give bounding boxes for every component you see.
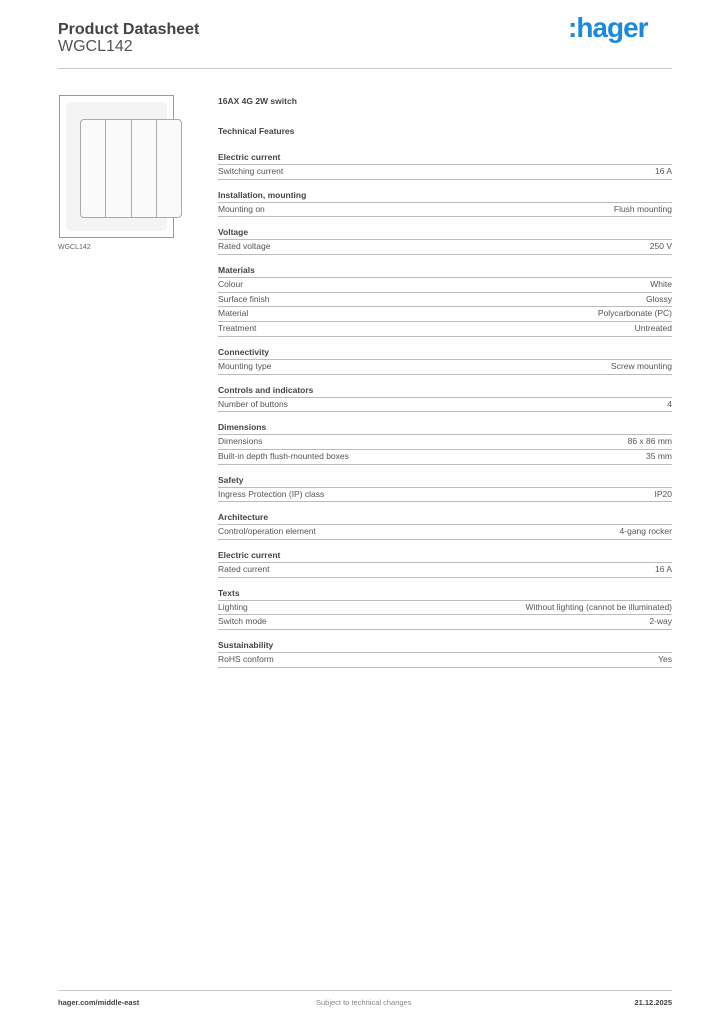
spec-value: 16 A	[654, 166, 672, 176]
spec-row	[218, 435, 672, 450]
spec-section	[218, 474, 672, 503]
spec-row	[218, 601, 672, 616]
section-heading: Safety	[218, 474, 672, 488]
spec-label: Lighting	[218, 601, 248, 612]
spec-row	[218, 653, 672, 668]
technical-features-heading: Technical Features	[218, 126, 295, 136]
spec-label: Mounting type	[218, 360, 272, 371]
spec-label: Colour	[218, 279, 244, 290]
spec-label: Number of buttons	[218, 398, 288, 409]
spec-value: Screw mounting	[611, 360, 672, 371]
spec-label: Switching current	[218, 166, 284, 176]
spec-label: Material	[218, 308, 249, 319]
spec-value: 4	[667, 398, 672, 409]
spec-label: Switch mode	[218, 616, 267, 627]
product-image	[59, 95, 174, 238]
page-title: Product Datasheet	[58, 21, 200, 38]
spec-section	[218, 511, 672, 540]
spec-row	[218, 360, 672, 375]
section-heading: Dimensions	[218, 421, 672, 435]
spec-row	[218, 525, 672, 540]
spec-label: Control/operation element	[218, 526, 316, 537]
spec-label: Rated current	[218, 563, 270, 574]
footer-website[interactable]: hager.com/middle-east	[58, 998, 140, 1007]
spec-value: 250 V	[649, 241, 672, 252]
spec-content	[218, 96, 672, 677]
spec-value: 2-way	[649, 616, 672, 627]
spec-row	[218, 398, 672, 413]
spec-label: RoHS conform	[218, 654, 274, 664]
spec-value: Polycarbonate (PC)	[597, 308, 672, 319]
hager-logo: :hager	[568, 12, 648, 43]
footer-date: 21.12.2025	[634, 998, 672, 1007]
spec-section	[218, 226, 672, 255]
switch-rockers	[80, 119, 182, 218]
spec-row	[218, 450, 672, 465]
section-heading: Texts	[218, 587, 672, 601]
product-code: WGCL142	[58, 38, 133, 55]
spec-row	[218, 278, 672, 293]
section-heading: Sustainability	[218, 639, 672, 653]
section-heading: Architecture	[218, 511, 672, 525]
spec-section	[218, 384, 672, 413]
product-name: 16AX 4G 2W switch	[218, 96, 297, 106]
spec-value: Glossy	[646, 293, 672, 304]
spec-row	[218, 203, 672, 218]
spec-label: Surface finish	[218, 293, 270, 304]
spec-value: IP20	[654, 488, 672, 499]
spec-section	[218, 264, 672, 337]
spec-row	[218, 307, 672, 322]
spec-value: 86 x 86 mm	[627, 436, 672, 447]
spec-row	[218, 293, 672, 308]
spec-value: Yes	[658, 654, 672, 664]
spec-section	[218, 189, 672, 218]
section-heading: Controls and indicators	[218, 384, 672, 398]
spec-section	[218, 151, 672, 180]
spec-section	[218, 639, 672, 668]
spec-label: Rated voltage	[218, 241, 271, 252]
spec-section	[218, 587, 672, 630]
spec-value: 16 A	[654, 563, 672, 574]
spec-row	[218, 240, 672, 255]
spec-row	[218, 322, 672, 337]
section-heading: Connectivity	[218, 346, 672, 360]
spec-row	[218, 563, 672, 578]
spec-label: Ingress Protection (IP) class	[218, 488, 325, 499]
section-heading: Electric current	[218, 151, 672, 165]
section-heading: Materials	[218, 264, 672, 278]
spec-section	[218, 346, 672, 375]
spec-value: White	[650, 279, 672, 290]
spec-label: Treatment	[218, 323, 257, 334]
spec-value: 35 mm	[646, 450, 672, 461]
section-heading: Installation, mounting	[218, 189, 672, 203]
switch-plate	[66, 102, 167, 231]
spec-value: Untreated	[634, 323, 672, 334]
spec-label: Built-in depth flush-mounted boxes	[218, 450, 349, 461]
spec-value: 4-gang rocker	[619, 526, 672, 537]
spec-section	[218, 421, 672, 464]
spec-section	[218, 549, 672, 578]
spec-value: Flush mounting	[613, 203, 672, 214]
footer-divider	[58, 990, 672, 991]
spec-label: Mounting on	[218, 203, 265, 214]
image-caption: WGCL142	[58, 244, 91, 251]
spec-row	[218, 165, 672, 180]
section-heading: Electric current	[218, 549, 672, 563]
spec-row	[218, 488, 672, 503]
section-heading: Voltage	[218, 226, 672, 240]
header-divider	[58, 68, 672, 69]
footer-note: Subject to technical changes	[316, 998, 412, 1007]
spec-value: Without lighting (cannot be illuminated)	[525, 601, 672, 612]
spec-row	[218, 615, 672, 630]
spec-label: Dimensions	[218, 436, 263, 447]
